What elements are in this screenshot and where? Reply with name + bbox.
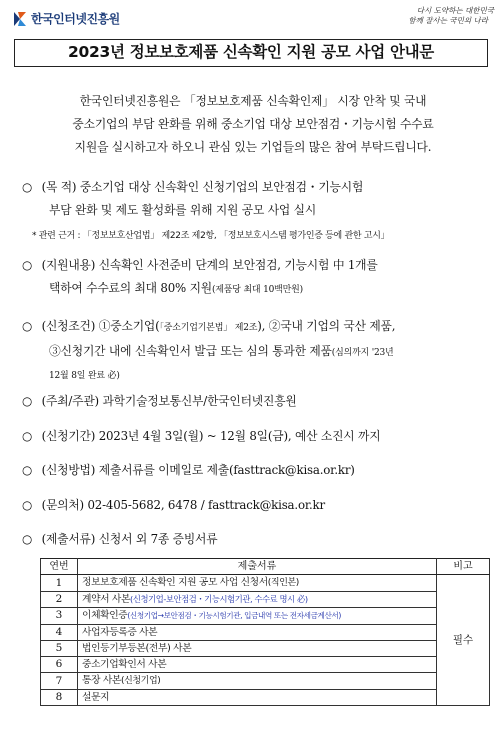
- support-line-1: (지원내용) 신속확인 사전준비 단계의 보안점검, 기능시험 中 1개를: [41, 258, 378, 272]
- column-header-no: 연번: [41, 559, 78, 575]
- row-number: 7: [41, 673, 78, 690]
- conditions-law-ref: 「중소기업기본법」 제2조: [159, 323, 258, 333]
- bullet-circle-icon: ○: [22, 180, 33, 194]
- method-text: (신청방법) 제출서류를 이메일로 제출(fasttrack@kisa.or.kr): [41, 463, 355, 477]
- row-document: 계약서 사본(신청기업-보안점검・기능시험기관, 수수료 명시 必): [78, 592, 437, 608]
- contact-text: (문의처) 02-405-5682, 6478 / fasttrack@kisa.or.kr: [41, 498, 325, 512]
- bullet-circle-icon: ○: [22, 532, 33, 546]
- item-host: [22, 390, 492, 413]
- support-cap-note: (제품당 최대 10백만원): [211, 285, 303, 295]
- bullet-circle-icon: ○: [22, 319, 33, 333]
- item-period: [22, 425, 492, 448]
- row-document: 통장 사본(신청기업): [78, 673, 437, 690]
- row-document: 설문지: [78, 690, 437, 706]
- purpose-line-2: 부담 완화 및 제도 활성화를 위해 지원 공모 사업 실시: [49, 203, 317, 217]
- table-row: [41, 673, 490, 690]
- item-conditions: [22, 315, 492, 388]
- period-text: (신청기간) 2023년 4월 3일(월) ~ 12월 8일(금), 예산 소진시 까지: [41, 429, 381, 443]
- intro-line: 중소기업의 부담 완화를 위해 중소기업 대상 보안점검・기능시험 수수료: [72, 117, 434, 131]
- bullet-circle-icon: ○: [22, 258, 33, 272]
- table-header-row: [41, 559, 490, 575]
- conditions-line-2: ③신청기간 내에 신속확인서 발급 또는 심의 통과한 제품: [49, 344, 332, 358]
- required-note: 필수: [437, 575, 490, 706]
- support-line-2: 택하여 수수료의 최대 80% 지원: [49, 281, 212, 295]
- slogan-line-2: 함께 잘사는 국민의 나라: [408, 16, 488, 25]
- document-header: [0, 0, 504, 38]
- bullet-circle-icon: ○: [22, 498, 33, 512]
- item-documents: [22, 528, 492, 551]
- slogan-line-1: 다시 도약하는 대한민국: [416, 6, 494, 15]
- row-number: 6: [41, 656, 78, 672]
- table-row: [41, 690, 490, 706]
- row-document: 법인등기부등본(전부) 사본: [78, 640, 437, 656]
- government-slogan: [394, 6, 494, 34]
- row-number: 8: [41, 690, 78, 706]
- row-number: 3: [41, 608, 78, 624]
- row-document: 중소기업확인서 사본: [78, 656, 437, 672]
- documents-table: [40, 558, 490, 706]
- kisa-logo-icon: [12, 11, 28, 27]
- table-row: [41, 608, 490, 624]
- purpose-line-1: (목 적) 중소기업 대상 신속확인 신청기업의 보안점검・기능시험: [41, 180, 364, 194]
- basis-note: * 관련 근거 : 「정보보호산업법」 제22조 제2항, 「정보보호시스템 평가인증 등에 관한 고시」: [32, 231, 390, 241]
- row-document: 사업자등록증 사본: [78, 624, 437, 640]
- documents-text: (제출서류) 신청서 외 7종 증빙서류: [41, 532, 218, 546]
- intro-line: 한국인터넷진흥원은 「정보보호제품 신속확인제」 시장 안착 및 국내: [79, 94, 427, 108]
- conditions-line-3: 12월 8일 완료 必): [49, 371, 120, 381]
- row-document: 이체확인증(신청기업→보안점검・기능시험기관, 입금내역 또는 전자세금계산서): [78, 608, 437, 624]
- column-header-document: 제출서류: [78, 559, 437, 575]
- conditions-line-1c: ), ②국내 기업의 국산 제품,: [257, 319, 396, 333]
- kisa-logo: [12, 10, 120, 27]
- row-number: 5: [41, 640, 78, 656]
- conditions-deadline-note: (심의까지 '23년: [331, 348, 394, 358]
- row-number: 4: [41, 624, 78, 640]
- row-document: 정보보호제품 신속확인 지원 공모 사업 신청서(직인본): [78, 575, 437, 592]
- row-number: 2: [41, 592, 78, 608]
- intro-line: 지원을 실시하고자 하오니 관심 있는 기업들의 많은 참여 부탁드립니다.: [74, 140, 432, 154]
- item-contact: [22, 494, 492, 517]
- intro-paragraph: [18, 90, 488, 159]
- table-row: [41, 640, 490, 656]
- table-row: [41, 575, 490, 592]
- conditions-line-1a: (신청조건) ①중소기업(: [41, 319, 160, 333]
- host-text: (주최/주관) 과학기술정보통신부/한국인터넷진흥원: [41, 394, 297, 408]
- item-method: [22, 459, 492, 482]
- item-support: [22, 254, 492, 302]
- bullet-circle-icon: ○: [22, 463, 33, 477]
- row-number: 1: [41, 575, 78, 592]
- table-row: [41, 656, 490, 672]
- item-purpose: [22, 176, 492, 222]
- org-name: 한국인터넷진흥원: [31, 12, 120, 26]
- table-row: [41, 624, 490, 640]
- bullet-circle-icon: ○: [22, 429, 33, 443]
- document-title: 2023년 정보보호제품 신속확인 지원 공모 사업 안내문: [14, 39, 488, 67]
- table-row: [41, 592, 490, 608]
- column-header-remarks: 비고: [437, 559, 490, 575]
- bullet-circle-icon: ○: [22, 394, 33, 408]
